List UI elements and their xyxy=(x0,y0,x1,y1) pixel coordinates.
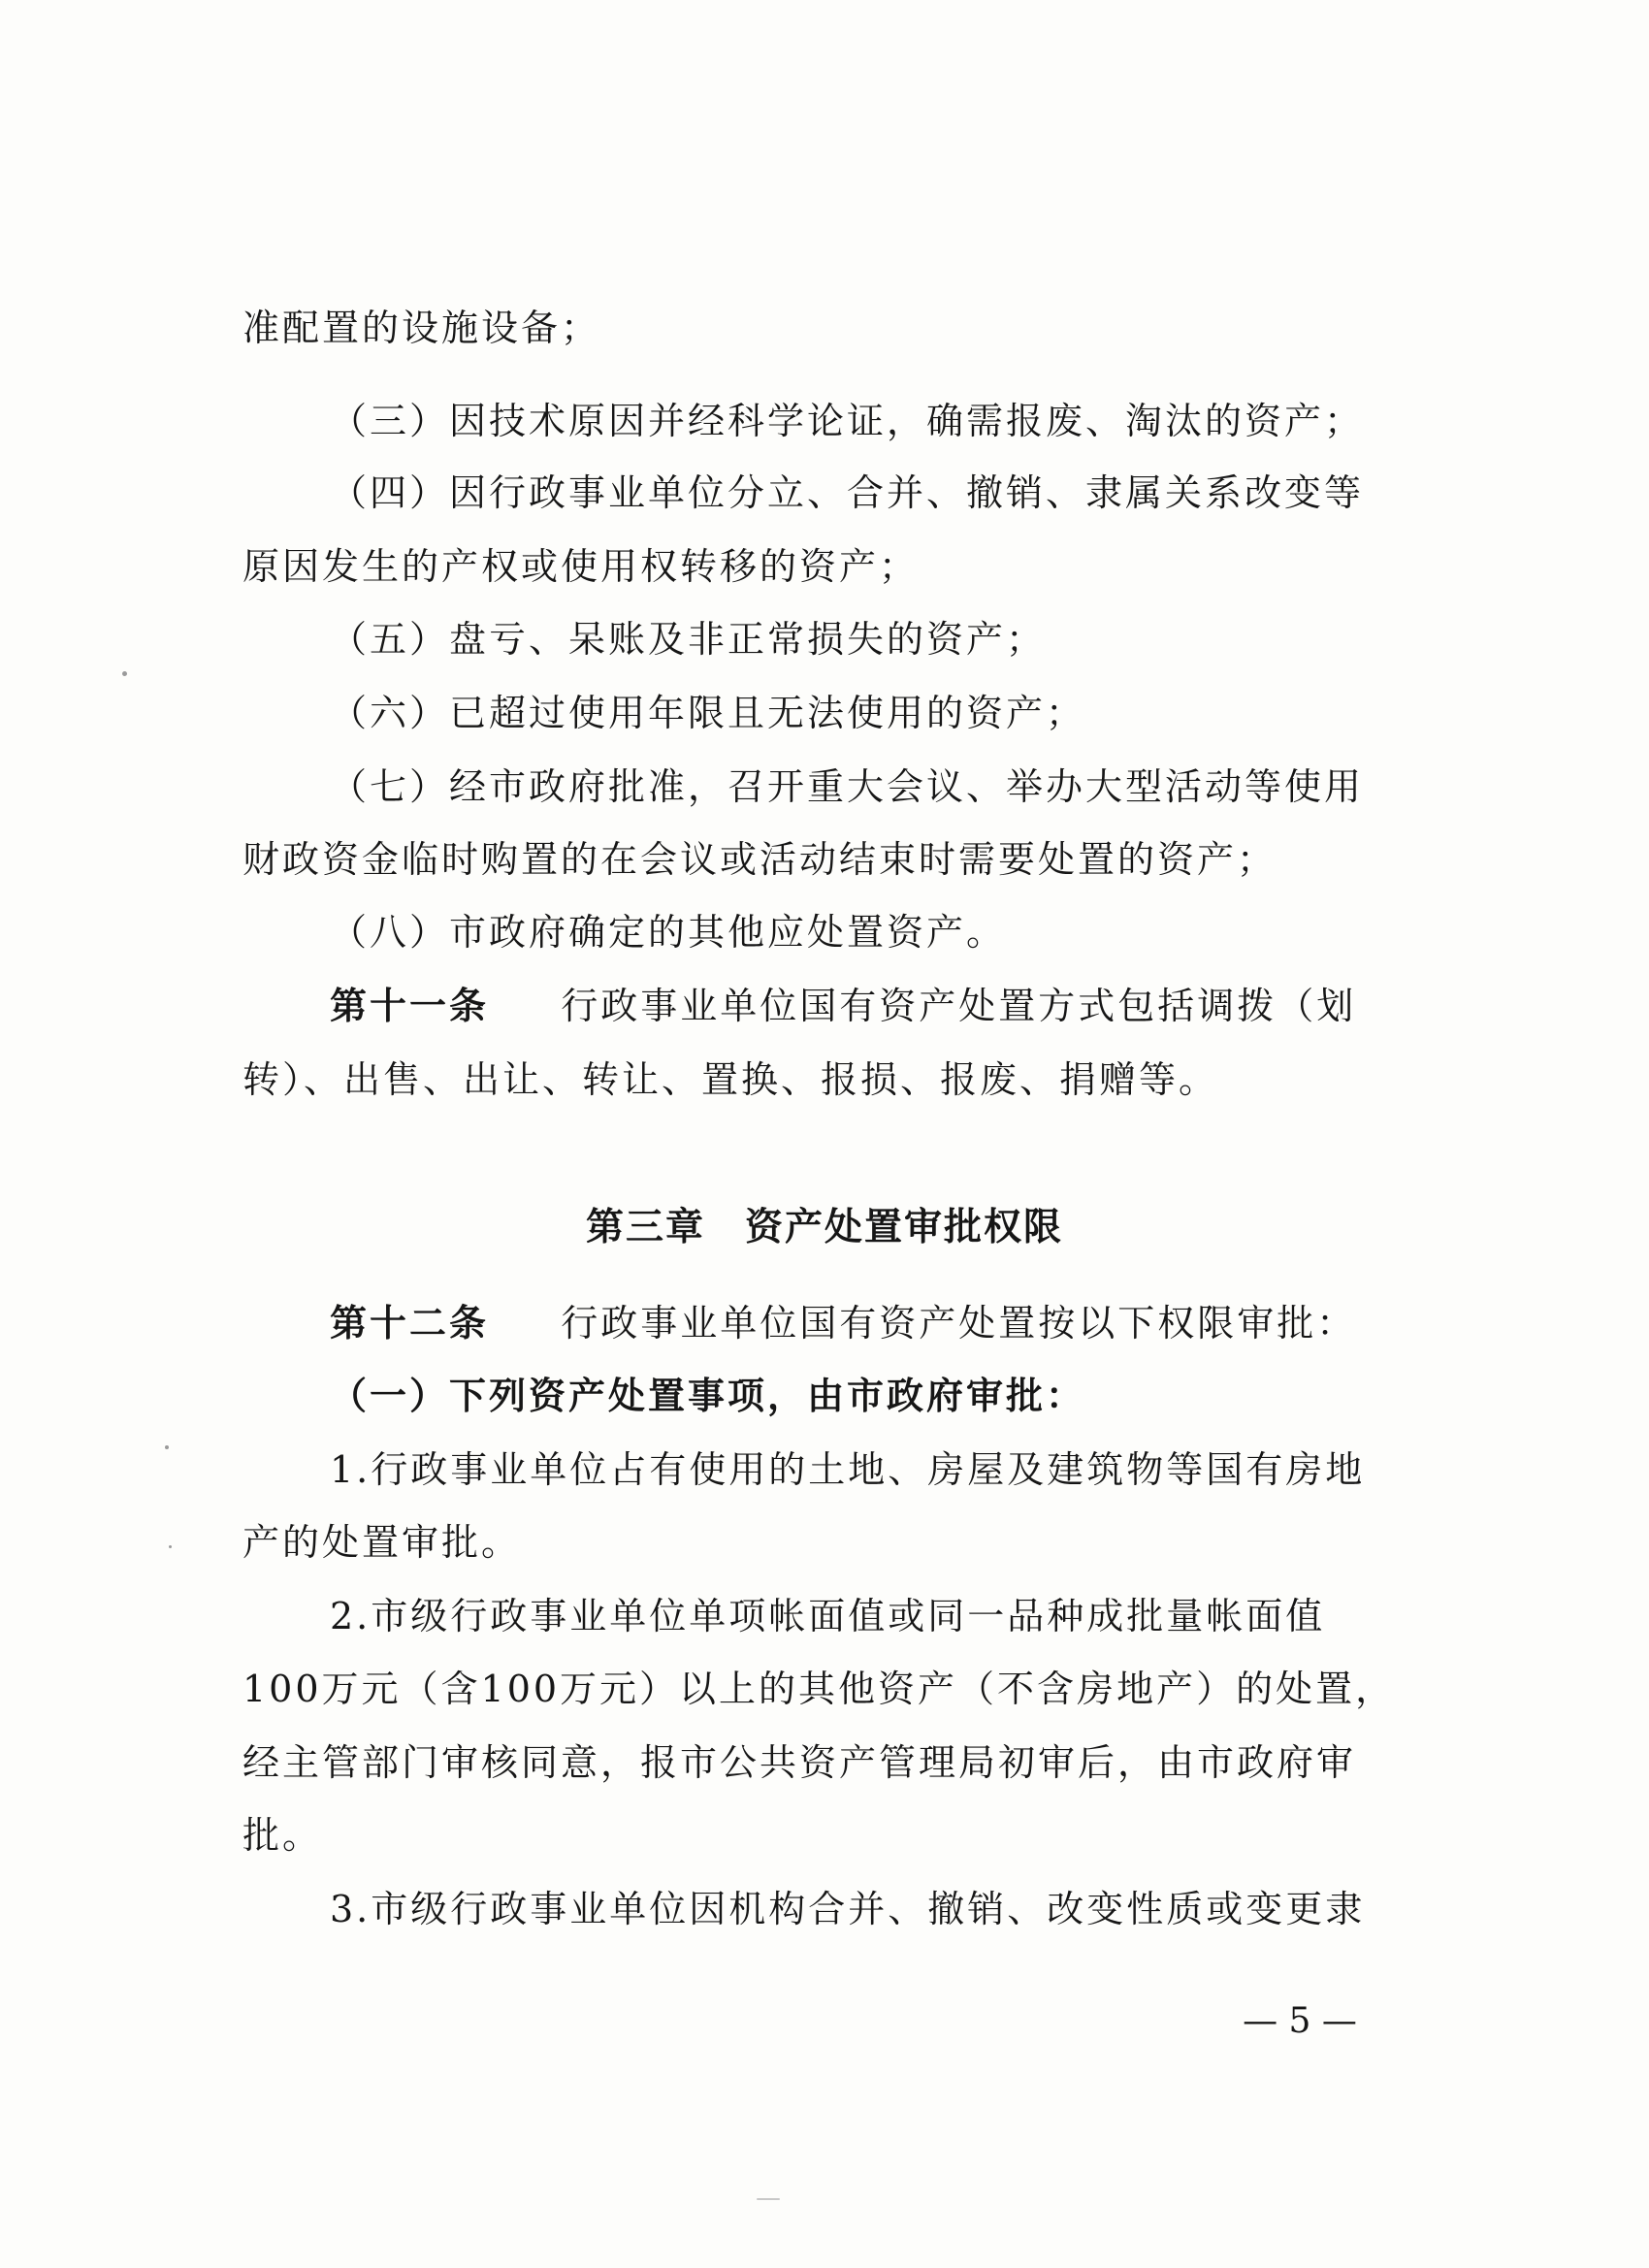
item-2-line: 经主管部门审核同意，报市公共资产管理局初审后，由市政府审 xyxy=(242,1741,1357,1784)
article-11-line-2: 转）、出售、出让、转让、置换、报损、报废、捐赠等。 xyxy=(242,1058,1219,1101)
article-12-line xyxy=(330,1298,1406,1348)
text-line: （四）因行政事业单位分立、合并、撤销、隶属关系改变等 xyxy=(330,471,1365,514)
text-line: 准配置的设施设备； xyxy=(242,307,601,349)
article-12-title: 第十二条 xyxy=(330,1302,490,1345)
text-line: （八）市政府确定的其他应处置资产。 xyxy=(330,911,1007,954)
text-line: （五）盘亏、呆账及非正常损失的资产； xyxy=(330,618,1047,661)
item-2-line: 2.市级行政事业单位单项帐面值或同一品种成批量帐面值 xyxy=(330,1595,1326,1637)
article-11-line-1 xyxy=(330,981,1406,1031)
item-1-line: 产的处置审批。 xyxy=(242,1521,522,1564)
item-2-line: 100万元（含100万元）以上的其他资产（不含房地产）的处置， xyxy=(242,1668,1396,1710)
page-number: — 5 — xyxy=(1243,2001,1357,2041)
scan-speck xyxy=(165,1445,169,1449)
article-12-text: 行政事业单位国有资产处置按以下权限审批： xyxy=(561,1302,1357,1345)
scan-speck xyxy=(122,671,127,676)
article-11-text: 行政事业单位国有资产处置方式包括调拨（划 xyxy=(561,985,1357,1027)
text-line: （七）经市政府批准，召开重大会议、举办大型活动等使用 xyxy=(330,765,1365,808)
section-1-heading: （一）下列资产处置事项，由市政府审批： xyxy=(330,1375,1086,1417)
scan-speck xyxy=(169,1545,172,1548)
text-line: （三）因技术原因并经科学论证，确需报废、淘汰的资产； xyxy=(330,400,1365,442)
text-line: 财政资金临时购置的在会议或活动结束时需要处置的资产； xyxy=(242,838,1277,881)
chapter-title: 第三章 资产处置审批权限 xyxy=(585,1206,1063,1249)
item-2-line: 批。 xyxy=(242,1814,323,1857)
scan-speck xyxy=(757,2198,780,2200)
item-1-line: 1.行政事业单位占有使用的土地、房屋及建筑物等国有房地 xyxy=(330,1448,1366,1491)
text-line: 原因发生的产权或使用权转移的资产； xyxy=(242,545,920,588)
article-11-title: 第十一条 xyxy=(330,985,490,1027)
item-3-line: 3.市级行政事业单位因机构合并、撤销、改变性质或变更隶 xyxy=(330,1888,1366,1930)
text-line: （六）已超过使用年限且无法使用的资产； xyxy=(330,692,1086,734)
